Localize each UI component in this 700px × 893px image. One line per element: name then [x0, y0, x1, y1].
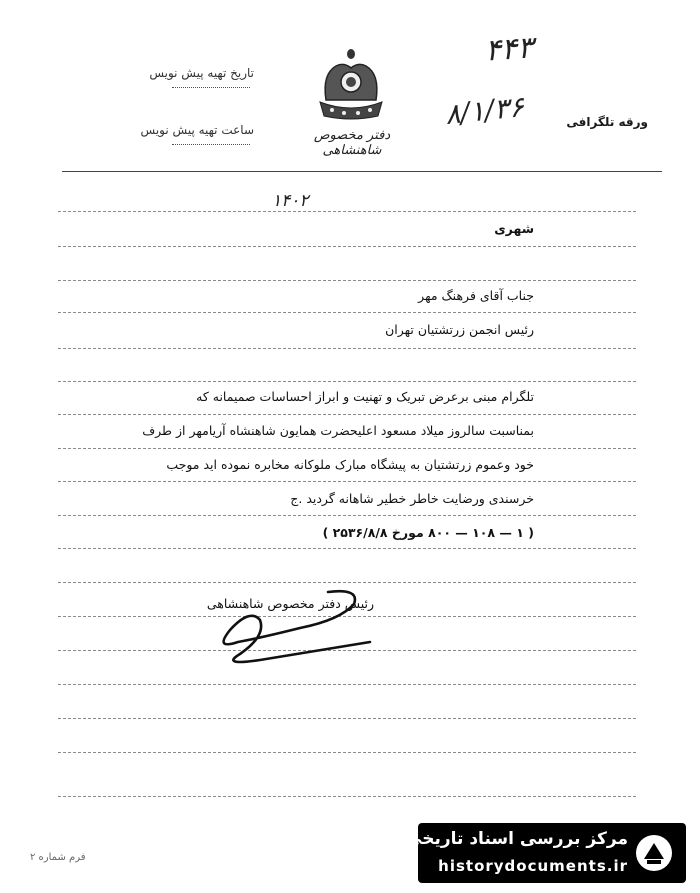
- form-number: فرم شماره ۲: [30, 852, 86, 863]
- signature-icon: [200, 580, 400, 670]
- ruled-line: [58, 481, 636, 482]
- ruled-line: [58, 414, 636, 415]
- archive-emblem-icon: [634, 833, 674, 873]
- ruled-line: [58, 381, 636, 382]
- city-line: شهری: [494, 221, 534, 236]
- crown-icon: [316, 44, 386, 120]
- ruled-line: [58, 211, 636, 212]
- crown-emblem: [316, 44, 386, 120]
- paragraph-line: بمناسبت سالروز میلاد مسعود اعلیحضرت همایون شاهنشاه آریامهر از طرف: [142, 423, 534, 438]
- ruled-line: [58, 348, 636, 349]
- paragraph-line: تلگرام مبنی برعرض تبریک و تهنیت و ابراز احساسات صمیمانه که: [196, 389, 534, 404]
- draft-date-label: تاریخ تهیه پیش نویس: [149, 66, 254, 80]
- reference-number: ( ۱ — ۱۰۸ — ۸۰۰ مورخ ۲۵۳۶/۸/۸ ): [322, 525, 534, 540]
- ruled-line: [58, 796, 636, 797]
- ruled-line: [58, 752, 636, 753]
- recipient-title: رئیس انجمن زرتشتیان تهران: [385, 322, 534, 337]
- handwritten-signature: [200, 580, 400, 670]
- ruled-line: [58, 718, 636, 719]
- paragraph-line: خود وعموم زرتشتیان به پیشگاه مبارک ملوکانه مخابره نموده اید موجب: [166, 457, 534, 472]
- recipient-name: جناب آقای فرهنگ مهر: [418, 288, 534, 303]
- ruled-line: [58, 548, 636, 549]
- ruled-line: [58, 515, 636, 516]
- ruled-line: [58, 448, 636, 449]
- draft-time-label: ساعت تهیه پیش نویس: [140, 123, 254, 137]
- handwritten-date: ۸/۱/۳۶: [443, 89, 526, 132]
- handwritten-number: ۴۴۳: [483, 30, 535, 69]
- draft-time-row: [64, 123, 254, 151]
- archive-url: historydocuments.ir: [438, 857, 628, 875]
- paragraph-line: خرسندی ورضایت خاطر خطیر شاهانه گردید .ج: [290, 491, 534, 506]
- draft-time-blank: [172, 144, 250, 145]
- header-divider: [62, 171, 662, 172]
- ruled-line: [58, 312, 636, 313]
- draft-date-blank: [172, 87, 250, 88]
- ruled-line: [58, 246, 636, 247]
- ruled-line: [58, 684, 636, 685]
- archive-name: مرکز بررسی اسناد تاریخی: [405, 829, 628, 849]
- draft-date-row: [64, 66, 254, 94]
- office-name: دفتر مخصوص شاهنشاهی: [313, 128, 391, 158]
- doc-type-label: ورقه تلگرافی: [566, 115, 648, 129]
- archive-logo: [405, 823, 686, 883]
- ruled-line: [58, 280, 636, 281]
- signatory-title: رئیس دفتر مخصوص شاهنشاهی: [206, 596, 374, 611]
- handwritten-code: ۱۴۰۲: [272, 191, 309, 211]
